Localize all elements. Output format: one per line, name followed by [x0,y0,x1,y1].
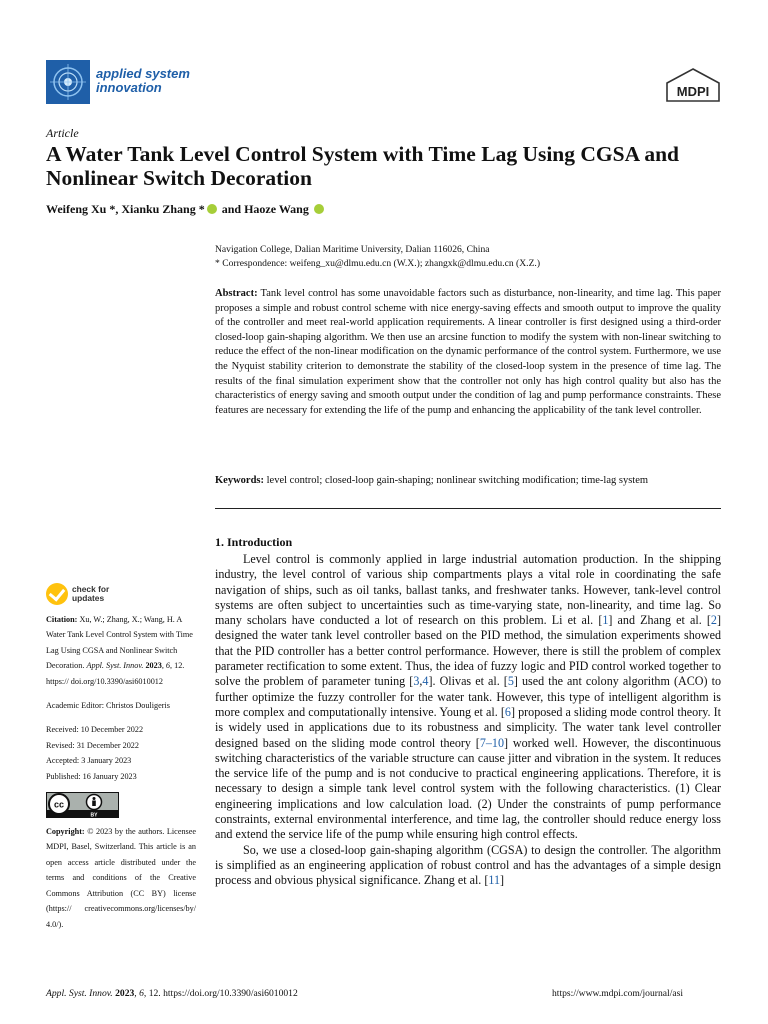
orcid-icon[interactable] [207,204,217,214]
date-accepted: Accepted: 3 January 2023 [46,756,132,766]
date-revised: Revised: 31 December 2022 [46,740,139,750]
citation-link[interactable]: 11 [488,873,501,888]
date-received: Received: 10 December 2022 [46,725,144,735]
journal-logo [46,60,90,104]
section-heading: 1. Introduction [215,535,293,549]
mdpi-logo [664,68,722,104]
paper-title: A Water Tank Level Control System with Time Lag Using CGSA and Nonlinear Switch Decoration [46,142,679,190]
citation-link[interactable]: 3 [413,674,420,689]
date-published: Published: 16 January 2023 [46,771,137,781]
svg-text:cc: cc [53,799,65,810]
keywords-text: level control; closed-loop gain-shaping; nonlinear switching modification; time-lag system [266,475,649,486]
paragraph: So, we use a closed-loop gain-shaping algorithm (CGSA) to design the controller. The algorithm is simplified as an engineering application of robust control and has the advantages of a simple design process and obvious physical significance. Zhang et al. [11] [215,842,721,888]
copyright-notice: Copyright: © 2023 by the authors. Licensee MDPI, Basel, Switzerland. This article is an open access article distributed under the terms and conditions of the Creative Commons Attribution (CC BY) license (https:// creativecommons.org/licenses/by/ 4.0/). [46,827,196,929]
affiliation-block [215,243,725,271]
introduction-body [215,552,721,889]
section-divider [215,508,721,509]
citation-link[interactable]: 2 [710,613,717,628]
cc-by-license-badge[interactable] [46,792,119,818]
author-names: Weifeng Xu *, Xianku Zhang * [46,202,205,216]
svg-text:BY: BY [90,812,98,819]
footer-citation: Appl. Syst. Innov. 2023, 6, 12. https://doi.org/10.3390/asi6010012 [46,988,298,999]
article-type: Article [46,126,79,140]
article-info-sidebar [46,612,196,932]
journal-url[interactable]: https://www.mdpi.com/journal/asi [552,988,684,999]
citation-link[interactable]: 4 [422,674,429,689]
check-icon [46,583,68,605]
citation-link[interactable]: 6 [504,704,511,719]
abstract-label: Abstract: [215,288,258,299]
citation-link[interactable]: 1 [602,613,609,628]
journal-name-line2: innovation [96,80,162,95]
orcid-icon[interactable] [314,204,324,214]
abstract [215,287,721,418]
citation-link[interactable]: 5 [507,674,514,689]
citation-link[interactable]: 7–10 [479,735,504,750]
publisher-name: MDPI [676,84,710,99]
check-for-updates-button[interactable] [46,583,166,607]
affiliation: Navigation College, Dalian Maritime University, Dalian 116026, China [215,244,490,255]
keywords-label: Keywords: [215,475,264,486]
keywords [215,474,721,488]
journal-name-line1: applied system [96,66,190,81]
abstract-text: Tank level control has some unavoidable factors such as disturbance, non-linearity, and time lag. This paper proposes a simple and robust control scheme with nice energy-saving effects and smooth output to improve the quality of the controller and meet real-world application requirements. A linear controller is first designed using a third-order closed-loop gain-shaping algorithm. We then use an arcsine function to modify the system with non-linear switching to reduce the effect of the non-linear modification on the dynamic performance of the control system. Furthermore, we use the Nyquist stability criterion to demonstrate the stability of the closed-loop system in the presence of time lag. The results of the final simulation experiment show that the controller not only has high control quality but also has the characteristics of energy saving and smooth output under the condition of lag and pump performance constraints. These features are necessary for extending the life of the pump and enhancing the applicability of the tank level controller. [215,288,722,416]
paragraph: Level control is commonly applied in large industrial automation production. In the shipping industry, the level control of various ship compartments plays a vital role in coordinating the safe navigation of ships, such as oil tanks, ballast tanks, and freshwater tanks. However, tank-level control systems are often subject to uncertainties such as time-varying state, non-linearity, and time lag. So many scholars have conducted a lot of research on this problem. Li et al. [1] and Zhang et al. [2] designed the water tank level controller based on the PID method, the simulation experiments showed that the PID controller has a better control performance. However, there is still the problem of complex parameter rectification to some extent. Thus, the idea of fuzzy logic and PID control worked together to solve the problem of parameter tuning [3,4]. Olivas et al. [5] used the ant colony algorithm (ACO) to further optimize the fuzzy controller for the water tank. However, this type of intelligent algorithm is more complex and computationally intensive. Young et al. [6] proposed a sliding mode control theory. It is widely used in applications due to its robustness and simplicity. The water tank level controller designed based on the sliding mode control theory [7–10] worked well. However, the discontinuous switching characteristics of the variable structure can cause jitter and vibration in the system. It reduces the service life of the pump and is not conducive to practical engineering applications. Therefore, it is necessary to design a simple tank level control system with the following characteristics. (1) Clear engineering implications and low calculation load. (2) Under the constraints of pump performance constraints, external environmental interference, and time lag, the controller should reduce energy loss and extend the service life of the pump while ensuring high control effects. [215,552,722,842]
academic-editor: Academic Editor: Christos Douligeris [46,701,170,711]
correspondence: * Correspondence: weifeng_xu@dlmu.edu.cn (W.X.); zhangxk@dlmu.edu.cn (X.Z.) [215,258,541,269]
check-updates-label: check for updates [72,584,110,603]
author-and: and Haoze Wang [218,202,312,216]
journal-name [96,67,190,95]
author-list [46,202,326,217]
citation-block: Citation: Xu, W.; Zhang, X.; Wang, H. A Water Tank Level Control System with Time Lag Using CGSA and Nonlinear Switch Decoration. Appl. Syst. Innov. 2023, 6, 12. https:// doi.org/10.3390/asi6010012 [46,615,193,686]
